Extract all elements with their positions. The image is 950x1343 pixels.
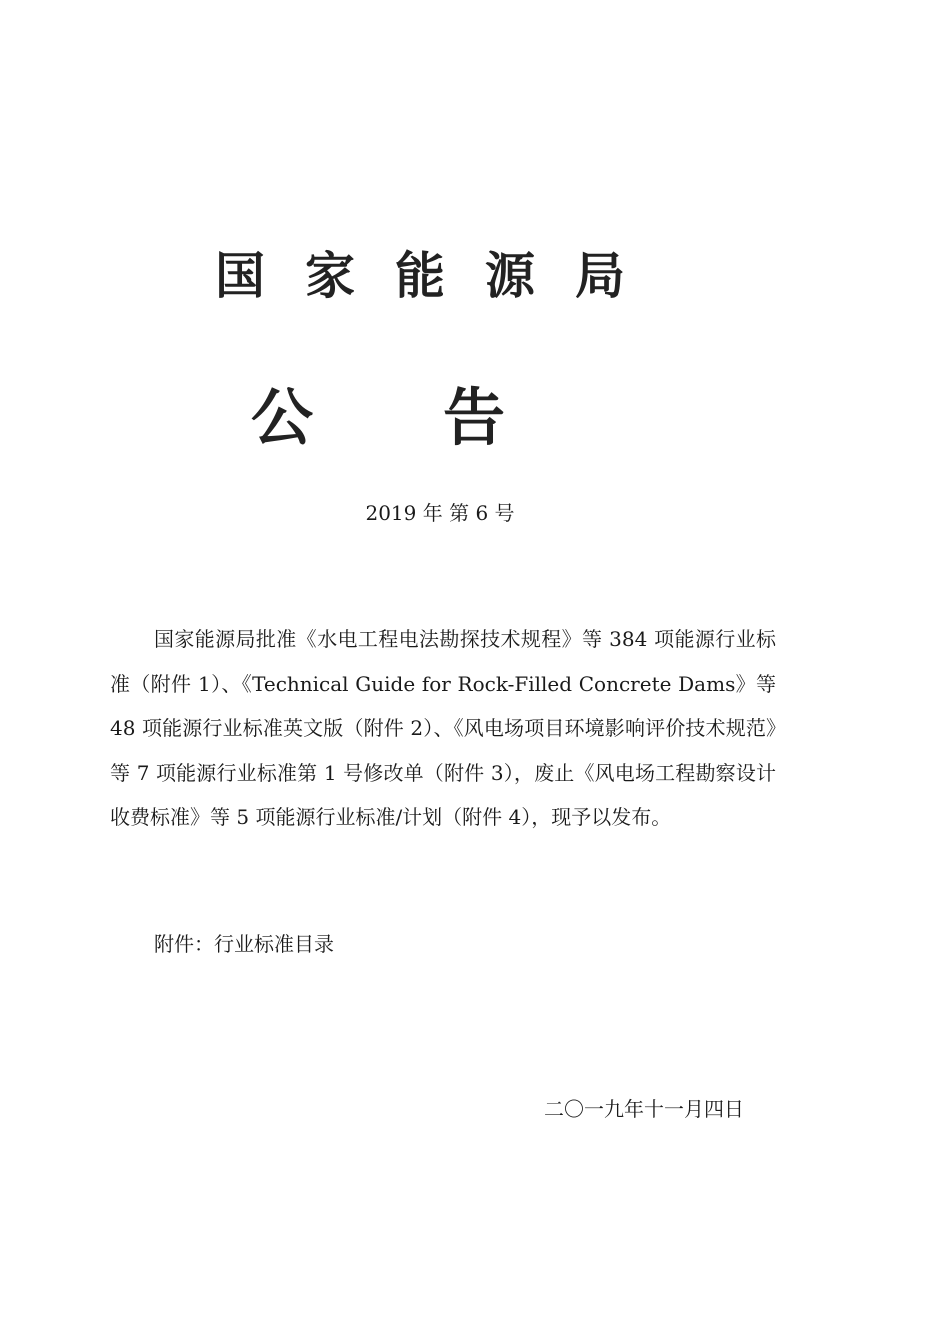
announcement-body-paragraph: 国家能源局批准《水电工程电法勘探技术规程》等 384 项能源行业标准（附件 1）、《Technical Guide for Rock-Filled Concrete Dams》等 48 项能源行业标准英文版（附件 2）、《风电场项目环境影响评价技术规范》等 7 项能源行业标准第 1 号修改单（附件 3），废止《风电场工程勘察设计收费标准》等 5 项能源行业标准/计划（附件 4），现予以发布。 — [110, 627, 776, 829]
document-number: 2019 年 第 6 号 — [365, 501, 515, 525]
issuing-organization-title: 国家能源局 — [215, 246, 665, 305]
attachment-line: 附件：行业标准目录 — [154, 932, 334, 956]
issue-date: 二〇一九年十一月四日 — [544, 1097, 744, 1121]
document-type-heading: 公告 — [250, 381, 635, 454]
